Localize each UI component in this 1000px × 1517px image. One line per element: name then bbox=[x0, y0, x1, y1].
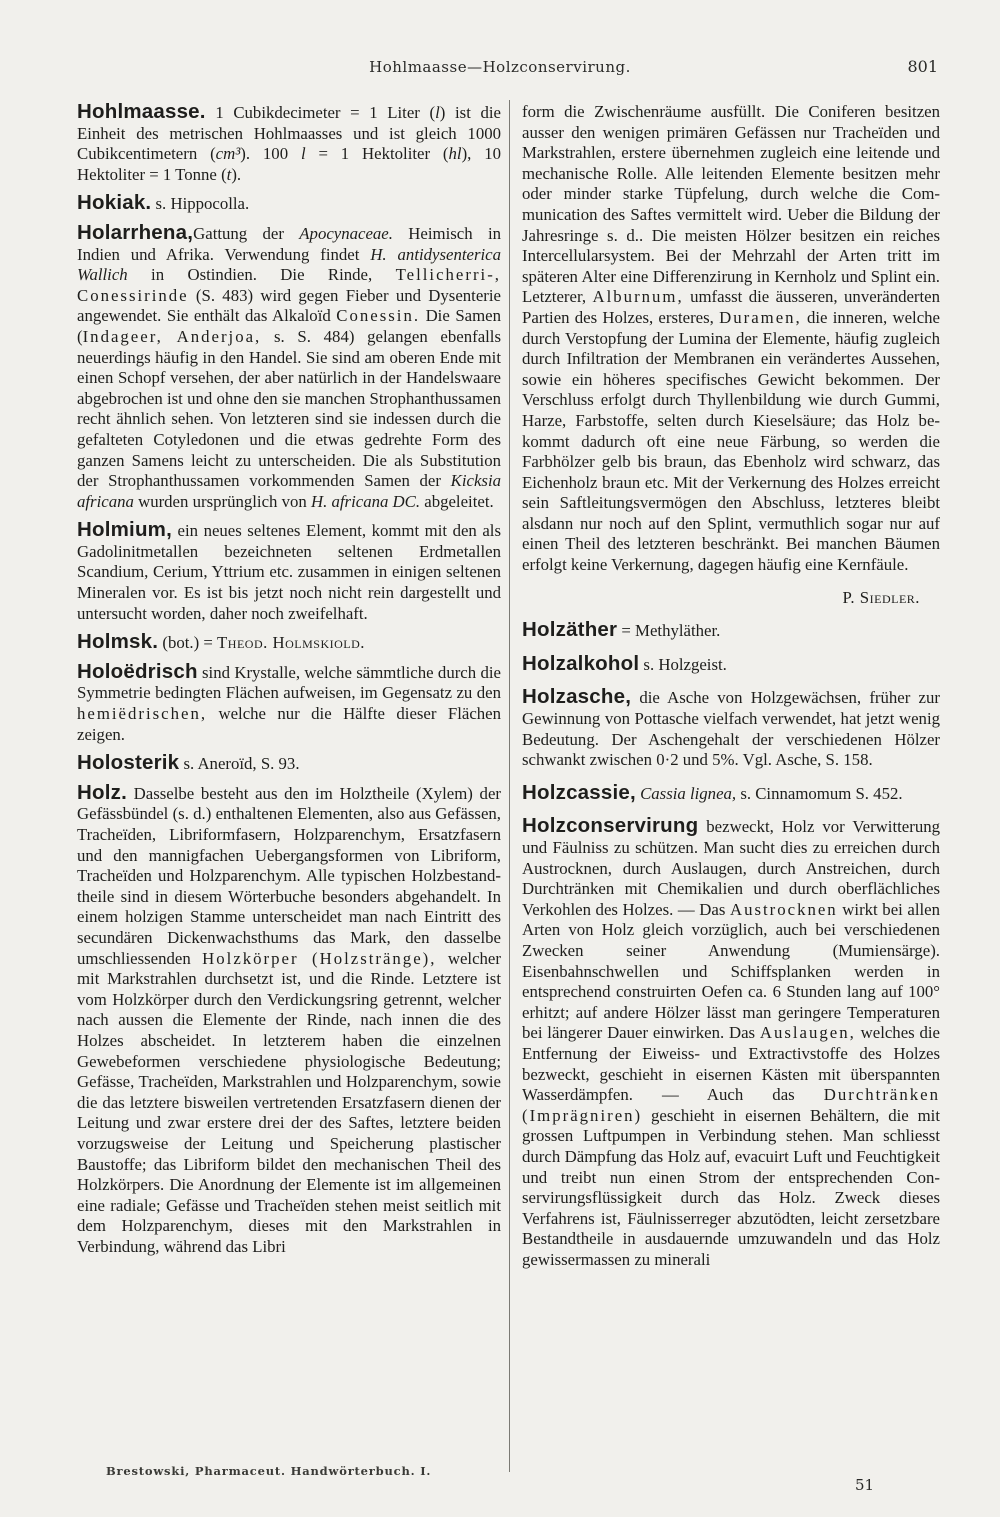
entry-text: s. Holzgeist. bbox=[639, 654, 727, 674]
entry-keyword: Holosterik bbox=[77, 751, 180, 775]
entry-text: 1 Cubikdecimeter = 1 Liter ( bbox=[205, 103, 436, 122]
entry-keyword: Holmium, bbox=[77, 518, 172, 542]
entry-text: ), 10 Hektoliter = 1 Tonne ( bbox=[77, 144, 501, 184]
entry-text: Die Samen ( bbox=[77, 306, 502, 346]
entry-italic: l bbox=[435, 103, 440, 122]
entry-holz-continued bbox=[522, 102, 940, 576]
entry-spaced: Austrocknen bbox=[729, 899, 838, 919]
entry-text: wirkt bei allen Arten von Holz gleich vorzüglich, auch bei verschiedenen Zwecken seiner Anwendung (Mumiensärge). Eisenbahnschwellen und Schiffsplanken werden in entsprechend construirten Oefen ca. 6 Stunden lang auf 100° erhitzt; auf andere Hölzer lässt man geringere Temperaturen bei längerer Dauer einwirken. Das bbox=[522, 899, 940, 1043]
entry-spaced: Duramen, bbox=[719, 307, 802, 327]
entry-italic: H. antidysenterica Wallich bbox=[77, 244, 501, 285]
entry-keyword: Holoëdrisch bbox=[77, 659, 198, 683]
entry-text: = 1 Hektoliter ( bbox=[305, 144, 449, 164]
entry-keyword: Holzconservirung bbox=[522, 814, 699, 838]
entry-text: s. Cinnamomum S. 452. bbox=[736, 783, 903, 803]
entry-italic: cm³ bbox=[215, 144, 241, 164]
entry-hokiak bbox=[77, 193, 501, 215]
entry-holmium bbox=[77, 520, 501, 624]
entry-italic: l bbox=[300, 144, 306, 164]
entry-text: Gattung der bbox=[193, 223, 300, 243]
entry-text: wurden ursprünglich von bbox=[133, 491, 311, 511]
entry-spaced: Alburnum, bbox=[592, 287, 684, 307]
entry-text: s. Hippocolla. bbox=[151, 194, 250, 214]
entry-keyword: Holzalkohol bbox=[522, 651, 640, 675]
entry-text: die inneren, welche durch Verstopfung der Lumina der Elemente, häufig zugleich durch Infiltration der Membranen ein verändertes Aussehen, sowie ein höheres specifisches Gewicht bekommen. Der Verschluss erfolgt durch Thyllenbildung wie durch Gummi, Harze, Farbstoffe, selten durch Kieselsäure; das Holz bekommt dadurch oft eine neue Färbung, so werden die Farbhölzer gelb bis braun, das Ebenholz wird schwarz, das Eichenholz braun etc. Mit der Verkernung des Holzes erreicht sein Saftleitungsvermögen den Abschluss, letzteres bleibt alsdann nur noch auf den Splint, vermuthlich sogar nur auf einen Theil des letzteren beschränkt. Bei manchen Bäumen erfolgt keine Verkernung, dagegen häufig eine Kernfäule. bbox=[522, 307, 941, 575]
entry-keyword: Holz. bbox=[77, 780, 127, 804]
entry-spaced: Durchtränken (Imprägniren) bbox=[522, 1085, 940, 1125]
entry-text: umfasst die äusseren, unveränderten Partien des Holzes, ersteres, bbox=[522, 287, 941, 327]
entry-smallcaps: Theod. Holmskiold. bbox=[217, 633, 365, 653]
entry-spaced: Indageer, Anderjoa, bbox=[82, 326, 262, 346]
entry-text: ). 100 bbox=[240, 144, 301, 164]
entry-text: (bot.) = bbox=[158, 633, 218, 653]
entry-text: = Methyläther. bbox=[617, 621, 721, 641]
entry-text: ). bbox=[231, 164, 242, 184]
entry-text: ein neues seltenes Element, kommt mit den als Gadolinitmetallen bezeichneten seltenen Erdmetallen Scandium, Cerium, Yttrium etc. zusammen in einigen seltenen Mineralen vor. Es ist bis jetzt noch nicht rein dargestellt und untersucht worden, daher noch zweifelhaft. bbox=[77, 521, 501, 623]
entry-text: (S. 483) wird gegen Fieber und Dysenterie angewendet. Sie enthält das Alkaloïd bbox=[77, 285, 501, 326]
entry-text: welche nur die Hälfte dieser Flächen zeigen. bbox=[77, 704, 501, 744]
entry-text: welches die Entfernung der Eiweiss- und Extractivstoffe des Holzes bezweckt, geschieht in eisernen Kästen mit überspannten Wasserdämpfen. — Auch das bbox=[522, 1023, 940, 1105]
right-column bbox=[522, 102, 940, 1282]
author-signature bbox=[522, 588, 940, 609]
entry-spaced: Conessin. bbox=[336, 306, 421, 326]
entry-keyword: Hokiak. bbox=[77, 191, 152, 215]
entry-keyword: Holzcassie, bbox=[522, 780, 636, 804]
entry-hohlmaasse bbox=[77, 102, 501, 185]
entry-keyword: Holarrhena, bbox=[77, 220, 194, 244]
entry-text: Dasselbe besteht aus den im Holztheile (Xylem) der Gefässbündel (s. d.) enthaltenen Elementen, also aus Gefässen, Tracheïden, Libriformfasern, Holzparenchym, Ersatzfasern und den mannigfachen Uebergangsformen von Libriform, Tracheïden und Holzparenchym. Alle typischen Holzbestandtheile sind in diesem Wörterbuche besonders abgehandelt. In einem holzigen Stamme unterscheidet man nach Eintritt des secundären Dickenwachsthums das Mark, den dasselbe umschliessenden bbox=[77, 783, 501, 968]
entry-spaced: Auslaugen, bbox=[759, 1023, 856, 1043]
entry-holmsk bbox=[77, 632, 501, 654]
entry-keyword: Holzäther bbox=[522, 618, 618, 642]
entry-text: sind Krystalle, welche sämmtliche durch die Symmetrie bedingten Flächen aufweisen, im Gegensatz zu den bbox=[77, 662, 501, 703]
entry-holarrhena bbox=[77, 220, 502, 512]
entry-italic: t bbox=[226, 164, 232, 184]
entry-spaced: Holzkörper (Holzstränge), bbox=[202, 948, 437, 968]
entry-holosterik bbox=[77, 753, 501, 775]
entry-italic: hl bbox=[448, 144, 462, 164]
entry-holoedrisch bbox=[77, 659, 501, 745]
entry-text: abgeleitet. bbox=[420, 491, 494, 511]
entry-holzalkohol bbox=[522, 651, 940, 676]
entry-text: Heimisch in Indien und Afrika. Verwendung findet bbox=[77, 223, 501, 264]
entry-italic: Kicksia africana bbox=[77, 471, 501, 511]
entry-text: ) ist die Einheit des metrischen Hohlmaasses und ist gleich 1000 Cubikcentimetern ( bbox=[77, 103, 501, 164]
entry-text: welcher mit Markstrahlen durchsetzt ist, und die Rinde. Letztere ist vom Holzkörper durch den Verdickungsring getrennt, welcher nach aussen die Elemente der Rinde, nach innen die des Holzes abscheidet. In letzterem haben die einzelnen Gewebeformen verschiedene physiologische Bedeutung; Gefässe, Tracheïden, Markstrahlen und Holzparenchym, sowie die das letztere bisweilen vertretenden Ersatzfasern dienen der Leitung und zwar erstere drei der des Saftes, letztere beiden vorzugsweise der Leitung und Speicherung plastischer Baustoffe; das Libriform bildet den mechanischen Theil des Holzkörpers. Die Anordnung der Elemente ist im allgemeinen eine radiale; Gefässe und Tracheïden stehen meist seitlich mit dem Holzparenchym, dieses mit den Markstrahlen in Verbindung, während das Libri bbox=[77, 948, 501, 1256]
running-header: Hohlmaasse—Holzconservirung. bbox=[369, 58, 631, 76]
entry-holzasche bbox=[522, 687, 940, 770]
column-divider bbox=[509, 100, 510, 1472]
entry-keyword: Hohlmaasse. bbox=[77, 100, 206, 123]
entry-keyword: Holzasche, bbox=[522, 685, 632, 709]
entry-italic: H. africana DC. bbox=[310, 491, 421, 511]
entry-holzaether bbox=[522, 620, 940, 642]
publisher-footer: Brestowski, Pharmaceut. Handwörterbuch. I. bbox=[106, 1464, 432, 1478]
entry-text: form die Zwischenräume ausfüllt. Die Coniferen besitzen ausser den wenigen primären Gefässen nur Tracheïden und Markstrahlen, erstere übernehmen zugleich eine leitende und mechanische Rolle. Alle leitenden Elemente besitzen mehr oder minder starke Tüpfelung, durch welche die Communication des Saftes vermittelt wird. Ueber die Bildung der Jahresringe s. d.. Die meisten Hölzer besitzen ein reiches Intercellularsystem. Bei der Mehrzahl der Arten tritt im späteren Alter eine Differenzirung in Kernholz und Splint ein. Letzterer, bbox=[522, 102, 940, 307]
entry-text: s. Aneroïd, S. 93. bbox=[179, 754, 300, 774]
entry-text: geschieht in eisernen Behältern, die mit grossen Luftpumpen in Verbindung stehen. Man schliesst durch Dämpfung das Holz auf, evacuirt Luft und Feuchtigkeit und treibt nun einen Strom der entsprechenden Conservirungsflüssigkeit durch das Holz. Zweck dieses Verfahrens ist, Fäulnisserreger abzutödten, leicht zersetzbare Bestandtheile in ausdauernde umzuwandeln und das Holz gewissermassen zu minerali bbox=[522, 1105, 940, 1269]
entry-text: bezweckt, Holz vor Verwitterung und Fäulniss zu schützen. Man sucht dies zu erreichen durch Austrocknen, durch Auslaugen, durch Anstreichen, durch Durchtränken mit Chemikalien und durch oberflächliches Verkohlen des Holzes. — Das bbox=[522, 817, 940, 919]
entry-holz bbox=[77, 780, 501, 1258]
entry-italic: Cassia lignea, bbox=[640, 783, 737, 803]
entry-italic: Apocynaceae. bbox=[299, 223, 393, 243]
page-number: 801 bbox=[907, 57, 938, 76]
signature-text: P. Siedler. bbox=[842, 587, 920, 607]
entry-keyword: Holmsk. bbox=[77, 630, 159, 654]
left-column bbox=[77, 102, 501, 1265]
entry-holzcassie bbox=[522, 780, 940, 805]
entry-text: die Asche von Holzgewächsen, früher zur Gewinnung von Pottasche vielfach verwendet, hat jetzt wenig Bedeutung. Der Aschengehalt der verschiedenen Hölzer schwankt zwischen 0·2 und 5%. Vgl. Asche, S. 158. bbox=[522, 688, 940, 770]
entry-text: s. S. 484) gelangen ebenfalls neuerdings häufig in den Handel. Sie sind am oberen Ende mit einen Schopf versehen, der aber natürlich in der Handelswaare abgebrochen ist und ohne den sie manchen Strophanthussamen recht ähnlich sehen. Von letzteren sind sie indessen durch die gefalteten Cotyledonen und die etwas gedrehte Form des ganzen Samens leicht zu unterscheiden. Die als Substitution der Strophanthussamen vorkommenden Samen der bbox=[77, 326, 501, 491]
entry-spaced: hemiëdrischen, bbox=[77, 704, 208, 724]
entry-text: in Ostindien. Die Rinde, bbox=[127, 265, 396, 285]
entry-holzconservirung bbox=[522, 816, 940, 1270]
sheet-number: 51 bbox=[855, 1476, 875, 1494]
entry-spaced: Tellicherri-, Conessirinde bbox=[77, 265, 501, 305]
